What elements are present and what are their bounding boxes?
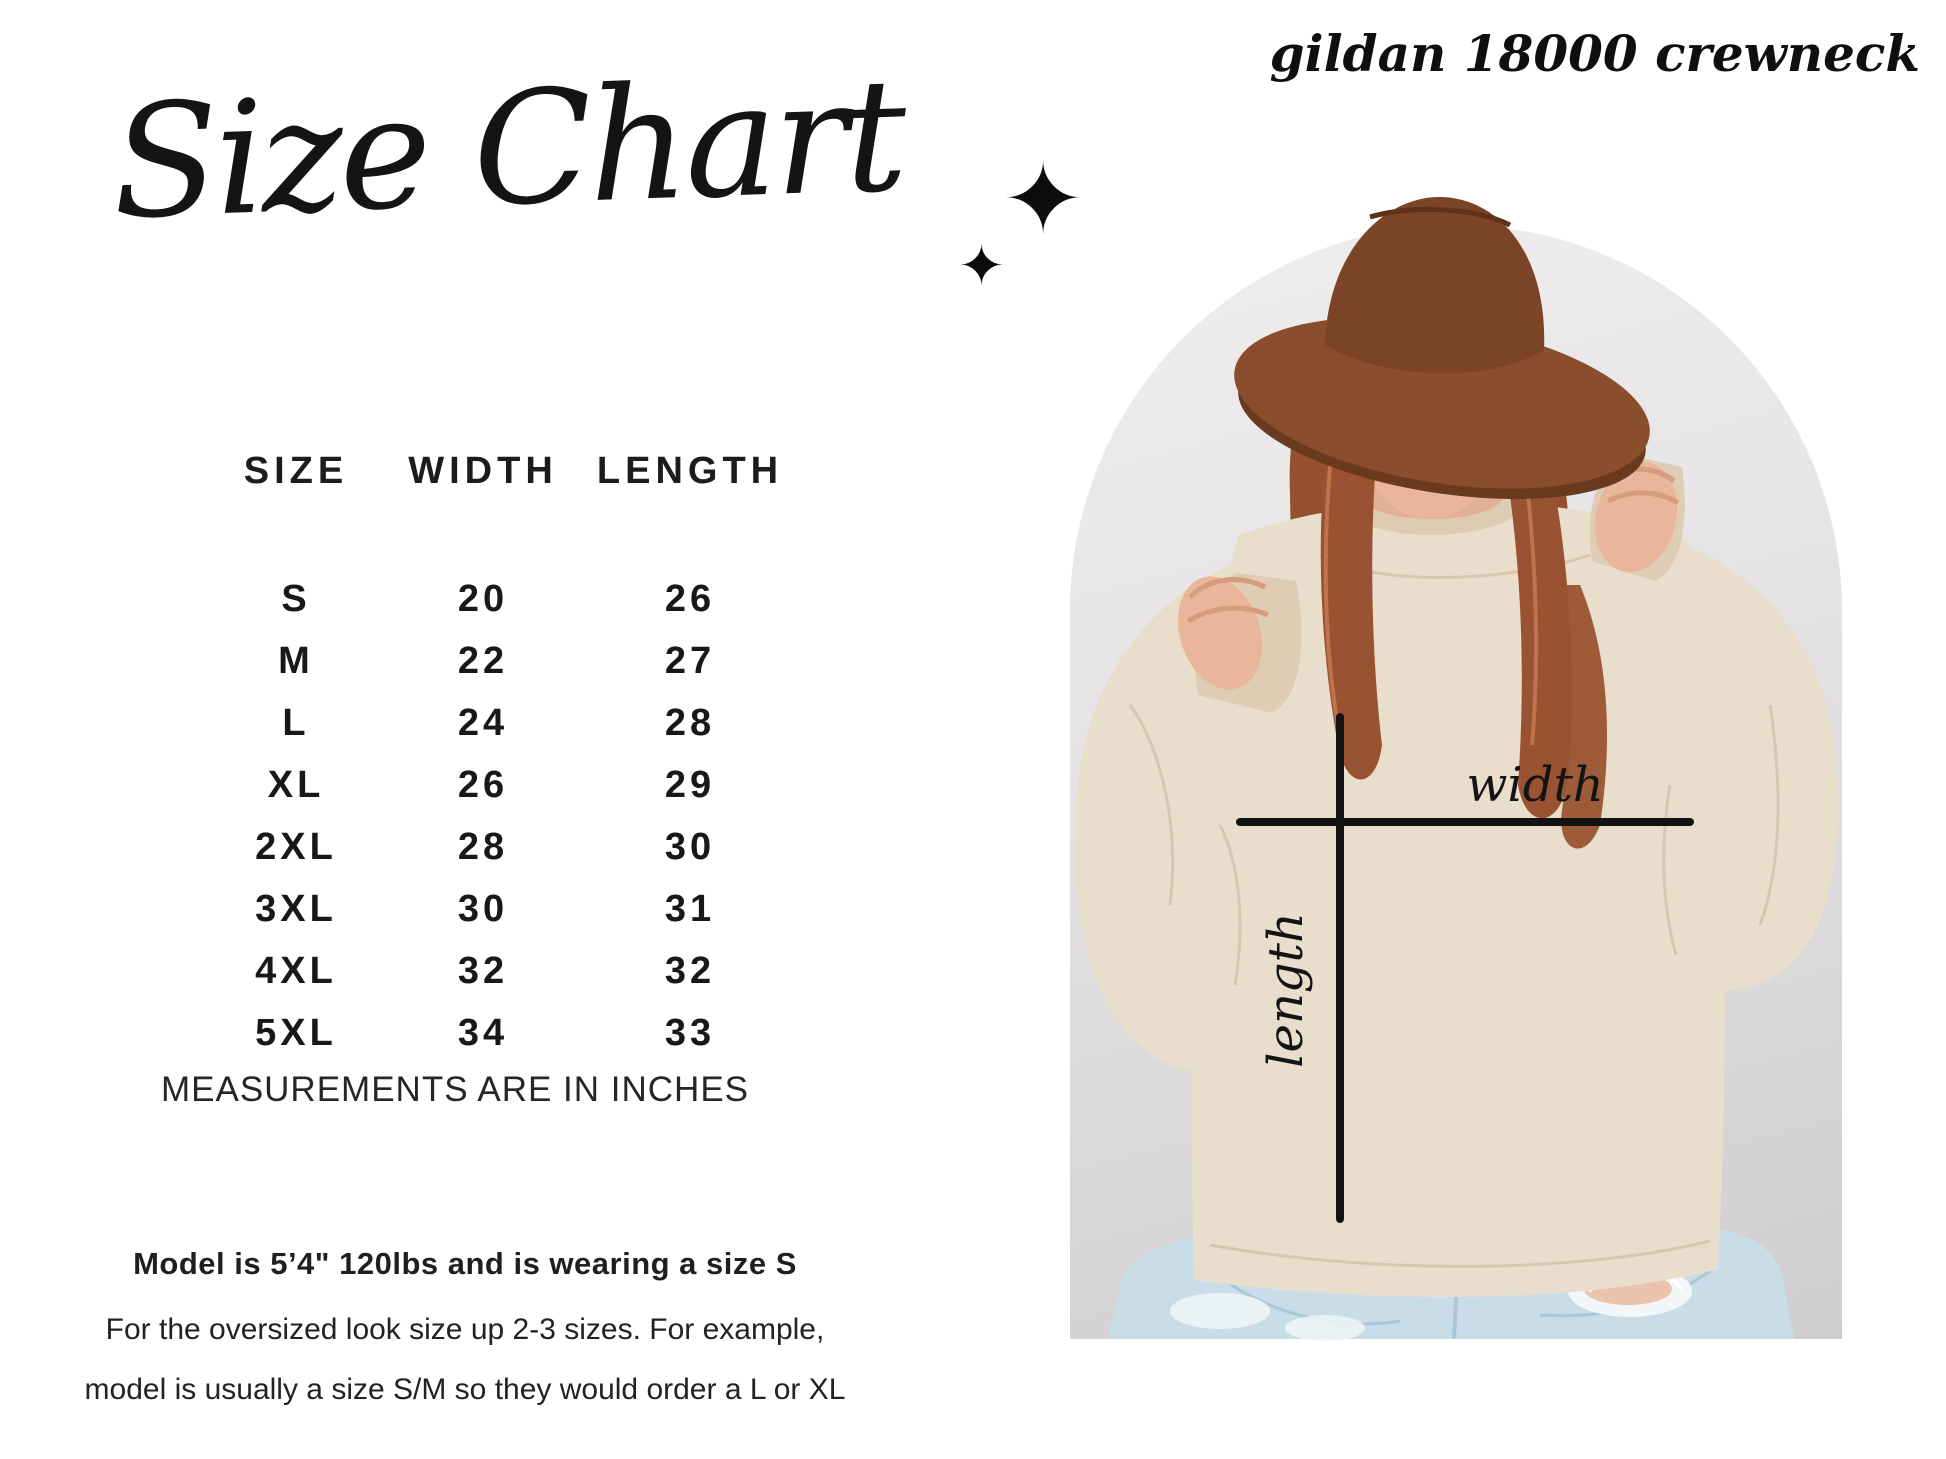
table-row [210, 940, 800, 1002]
width-cell: 26 [457, 764, 509, 806]
size-table [210, 450, 800, 1064]
length-cell: 28 [664, 702, 716, 744]
size-cell: M [278, 640, 314, 682]
model-notes [65, 1246, 865, 1428]
size-table-body [210, 568, 800, 1064]
table-row [210, 878, 800, 940]
width-label: width [1466, 757, 1604, 813]
size-cell: 4XL [255, 950, 337, 992]
width-cell: 24 [457, 702, 509, 744]
model-info-bold: Model is 5’4" 120lbs and is wearing a size S [133, 1246, 797, 1281]
table-row [210, 754, 800, 816]
header-size: SIZE [243, 450, 349, 492]
sparkle-icon-small: ✦ [958, 234, 1005, 297]
units-note: MEASUREMENTS ARE IN INCHES [160, 1070, 750, 1109]
table-row [210, 816, 800, 878]
sparkle-icon-large: ✦ [1002, 144, 1085, 254]
length-cell: 26 [664, 578, 716, 620]
size-cell: 3XL [255, 888, 337, 930]
width-cell: 32 [457, 950, 509, 992]
length-label: length [1258, 912, 1314, 1068]
hat [1222, 197, 1662, 524]
brand-label: gildan 18000 crewneck [1269, 24, 1920, 83]
size-cell: S [281, 578, 311, 620]
size-cell: 5XL [255, 1012, 337, 1054]
size-cell: XL [267, 764, 325, 806]
length-cell: 32 [664, 950, 716, 992]
model-illustration [1070, 225, 1842, 1339]
table-row [210, 630, 800, 692]
length-cell: 29 [664, 764, 716, 806]
table-row [210, 1002, 800, 1064]
sizing-tip-line2: model is usually a size S/M so they would order a L or XL [84, 1373, 846, 1406]
width-cell: 22 [457, 640, 509, 682]
table-row [210, 568, 800, 630]
model-photo [1070, 225, 1842, 1339]
header-length: LENGTH [596, 450, 784, 492]
hat-crown [1325, 197, 1544, 373]
page-title: Size Chart [109, 44, 906, 254]
size-cell: L [282, 702, 310, 744]
header-width: WIDTH [408, 450, 558, 492]
length-cell: 31 [664, 888, 716, 930]
size-cell: 2XL [255, 826, 337, 868]
size-table-header [210, 450, 800, 492]
width-cell: 20 [457, 578, 509, 620]
width-cell: 28 [457, 826, 509, 868]
width-cell: 34 [457, 1012, 509, 1054]
length-cell: 33 [664, 1012, 716, 1054]
length-cell: 30 [664, 826, 716, 868]
sizing-tip-line1: For the oversized look size up 2-3 sizes. For example, [105, 1313, 825, 1346]
length-cell: 27 [664, 640, 716, 682]
table-row [210, 692, 800, 754]
width-cell: 30 [457, 888, 509, 930]
sweatshirt [1075, 455, 1838, 1297]
